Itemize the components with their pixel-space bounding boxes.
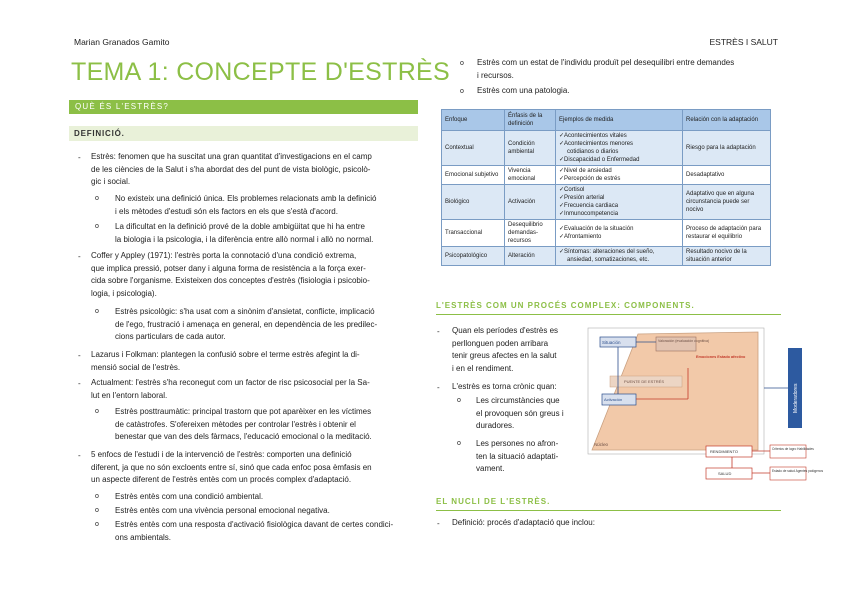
bullet-dash: - bbox=[437, 327, 440, 336]
bullet-o: o bbox=[95, 308, 99, 315]
table-cell: Psicopatológico bbox=[442, 247, 505, 266]
paragraph-resposta-activacio: Estrès entès com una resposta d'activació fisiològica davant de certes condici- ons ambientals. bbox=[115, 520, 394, 542]
paragraph-5-enfocs: 5 enfocs de l'estudi i de la intervenció de l'estrès: comporten una definició diferent, ja que no són excloents entre sí, sinó que cada enfoc posa èmfasis en un aspecte diferent de l'estrès entès com un procés complex d'adaptació. bbox=[91, 450, 372, 485]
diagram-label-criterios: Criterios de logro Habilidades bbox=[772, 447, 814, 451]
diagram-label-salud: SALUD bbox=[718, 471, 732, 476]
paragraph-definicio-nucli: Definició: procés d'adaptació que inclou: bbox=[452, 518, 595, 527]
paragraph-patologia: Estrès com una patologia. bbox=[477, 86, 570, 95]
diagram-label-puente: PUENTE DE ESTRÉS bbox=[624, 379, 665, 384]
table-row bbox=[442, 185, 771, 220]
diagram-label-emociones: Emociones Estado afectivo bbox=[696, 355, 746, 359]
paragraph-estres-fenomen: Estrès: fenomen que ha suscitat una gran quantitat d'investigacions en el camp de les ciències de la Salut i s'ha abordat des del punt de vista biològic, psicolò- gic i social. bbox=[91, 152, 372, 187]
table-cell: Desequilibrio demandas-recursos bbox=[505, 220, 556, 247]
table-row bbox=[442, 247, 771, 266]
section-rule bbox=[436, 314, 781, 315]
table-cell: Contextual bbox=[442, 131, 505, 166]
bullet-o: o bbox=[95, 195, 99, 202]
bullet-o: o bbox=[457, 397, 461, 404]
table-header: Relación con la adaptación bbox=[683, 110, 771, 131]
paragraph-definicio-unica: No existeix una definició única. Els problemes relacionats amb la definició i els mètodes d'estudi són els factors en els que s'està d'acord. bbox=[115, 194, 377, 216]
table-header: Énfasis de la definición bbox=[505, 110, 556, 131]
subject-name: ESTRÈS I SALUT bbox=[709, 37, 778, 47]
paragraph-lazarus-folkman: Lazarus i Folkman: plantegen la confusió sobre el terme estrès afegint la di- mensió social de l'estrès. bbox=[91, 350, 360, 372]
table-cell: Proceso de adaptación para restaurar el equilibrio bbox=[683, 220, 771, 247]
table-cell: Alteración bbox=[505, 247, 556, 266]
paragraph-dificultat: La dificultat en la definició prové de la doble ambigüitat que hi ha entre la biologia i la psicologia, i la diferència entre allò normal i allò no normal. bbox=[115, 222, 374, 244]
paragraph-periodes-estres: Quan els períodes d'estrès es perllonguen poden arribara tenir greus afectes en la salut i en el rendiment. bbox=[452, 326, 559, 373]
bullet-dash: - bbox=[78, 252, 81, 261]
section-heading-nucli: EL NUCLI DE L'ESTRÈS. bbox=[436, 497, 551, 506]
table-cell-examples: ✓Acontecimientos vitales ✓Acontecimientos menores cotidianos o diarios ✓Discapacidad o Enfermedad bbox=[556, 131, 683, 166]
author-name: Marian Granados Gamito bbox=[74, 37, 170, 47]
table-cell-examples: ✓Síntomas: alteraciones del sueño, ansiedad, somatizaciones, etc. bbox=[556, 247, 683, 266]
table-cell: Condición ambiental bbox=[505, 131, 556, 166]
bullet-dash: - bbox=[78, 153, 81, 162]
paragraph-posttraumatic: Estrès posttraumàtic: principal trastorn que pot aparèixer en les víctimes de catàstrofes. S'ofereixen mètodes per controlar l'estrès i obtenir el benestar que van des dels fàrmacs, l'educació emocional o la meditació. bbox=[115, 407, 372, 442]
paragraph-estat-individu: Estrès com un estat de l'individu produït pel desequilibri entre demandes i recursos. bbox=[477, 58, 735, 80]
table-cell-examples: ✓Nivel de ansiedad ✓Percepción de estrés bbox=[556, 166, 683, 185]
bullet-dash: - bbox=[437, 519, 440, 528]
bullet-o: o bbox=[460, 88, 464, 95]
table-row bbox=[442, 131, 771, 166]
diagram-label-rendimiento: RENDIMIENTO bbox=[710, 449, 738, 454]
paragraph-circumstancies: Les circumstàncies que el provoquen són greus i duradores. bbox=[476, 396, 564, 431]
diagram-label-estado-salud: Estado de salud Agentes patógenos bbox=[772, 469, 824, 473]
bullet-dash: - bbox=[78, 351, 81, 360]
bullet-o: o bbox=[95, 493, 99, 500]
section-rule bbox=[436, 510, 781, 511]
diagram-label-situacion: Situación bbox=[602, 340, 621, 345]
table-cell: Transaccional bbox=[442, 220, 505, 247]
paragraph-estres-psicologic: Estrès psicològic: s'ha usat com a sinònim d'ansietat, conflicte, implicació de l'ego, frustració i amenaça en general, en dependència de les predilec- cions particulars de cada autor. bbox=[115, 307, 378, 342]
diagram-label-activacion: Activación bbox=[604, 397, 623, 402]
table-cell: Emocional subjetivo bbox=[442, 166, 505, 185]
table-cell-examples: ✓Cortisol ✓Presión arterial ✓Frecuencia cardiaca ✓Inmunocompetencia bbox=[556, 185, 683, 220]
paragraph-actualment: Actualment: l'estrès s'ha reconegut com un factor de risc psicosocial per la Sa- lut en l'entorn laboral. bbox=[91, 378, 370, 400]
table-cell: Resultado nocivo de la situación anterior bbox=[683, 247, 771, 266]
bullet-dash: - bbox=[437, 383, 440, 392]
paragraph-vivencia: Estrès entès com una vivència personal emocional negativa. bbox=[115, 506, 330, 515]
table-row bbox=[442, 166, 771, 185]
bullet-o: o bbox=[457, 440, 461, 447]
bullet-o: o bbox=[95, 223, 99, 230]
table-header-row bbox=[442, 110, 771, 131]
bullet-o: o bbox=[95, 521, 99, 528]
table-cell: Desadaptativo bbox=[683, 166, 771, 185]
table-cell-examples: ✓Evaluación de la situación ✓Afrontamiento bbox=[556, 220, 683, 247]
bullet-dash: - bbox=[78, 379, 81, 388]
table-header: Ejemplos de medida bbox=[556, 110, 683, 131]
table-header: Enfoque bbox=[442, 110, 505, 131]
table-cell: Riesgo para la adaptación bbox=[683, 131, 771, 166]
diagram-label-moderadores: Moderadores bbox=[793, 383, 799, 413]
paragraph-persones: Les persones no afron- ten la situació adaptati- vament. bbox=[476, 439, 559, 474]
enfoques-table bbox=[441, 109, 771, 266]
bullet-o: o bbox=[95, 408, 99, 415]
table-cell: Vivencia emocional bbox=[505, 166, 556, 185]
subheading-definicio: DEFINICIÓ. bbox=[69, 126, 418, 141]
table-row bbox=[442, 220, 771, 247]
diagram-label-valoracion: Valoración (evaluación cognitiva) bbox=[658, 339, 710, 343]
section-heading-proces-complex: L'ESTRÈS COM UN PROCÉS COMPLEX: COMPONENTS. bbox=[436, 301, 695, 310]
page-title: TEMA 1: CONCEPTE D'ESTRÈS bbox=[71, 58, 451, 86]
section-heading-que-es: QUÈ ÉS L'ESTRÈS? bbox=[69, 100, 418, 114]
paragraph-cronic: L'estrès es torna crònic quan: bbox=[452, 382, 557, 391]
bullet-dash: - bbox=[78, 451, 81, 460]
stress-process-diagram bbox=[588, 328, 824, 486]
table-cell: Adaptativo que en alguna circunstancia puede ser nocivo bbox=[683, 185, 771, 220]
table-cell: Biológico bbox=[442, 185, 505, 220]
bullet-o: o bbox=[460, 60, 464, 67]
paragraph-condicio-ambiental: Estrès entès com una condició ambiental. bbox=[115, 492, 264, 501]
diagram-label-nucleo: Núcleo bbox=[594, 442, 609, 447]
table-cell: Activación bbox=[505, 185, 556, 220]
paragraph-coffer-appley: Coffer y Appley (1971): l'estrès porta la connotació d'una condició extrema, que implica pressió, potser dany i alguna forma de resistència a la força exer- cida sobre l'organisme. Existeixen dos conceptes d'estrès (fisiologia i psicobio- logia, i psicologia). bbox=[91, 251, 370, 298]
bullet-o: o bbox=[95, 507, 99, 514]
